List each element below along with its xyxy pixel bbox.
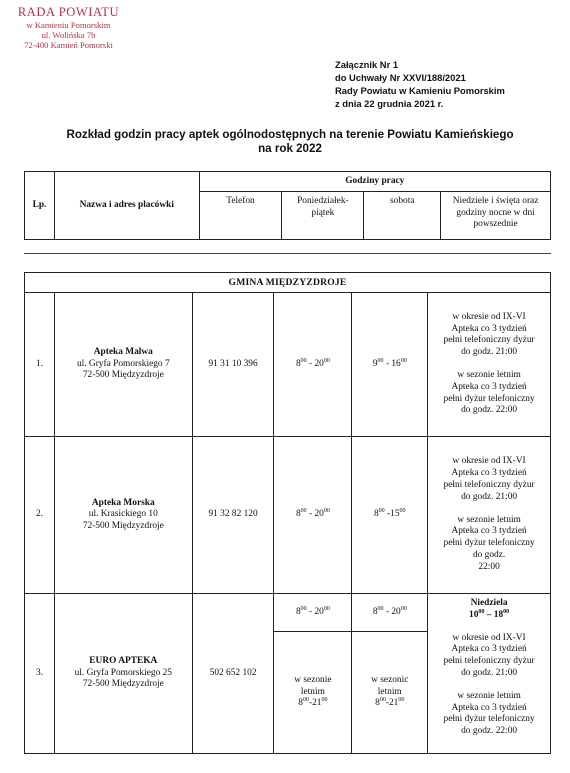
- minutes: 00: [323, 508, 330, 515]
- minutes: 00: [400, 605, 407, 612]
- note-line: w sezonie letnim: [457, 514, 521, 525]
- row-pharmacy: [54, 594, 192, 754]
- note-line: pełni telefoniczny dyżur: [443, 335, 535, 346]
- pharmacy-city: 72-500 Międzyzdroje: [82, 679, 164, 690]
- note-line: w sezonie letnim: [457, 370, 521, 380]
- hour: 15: [390, 509, 400, 520]
- minutes: 00: [379, 697, 386, 704]
- row-phone: 91 32 82 120: [192, 437, 274, 594]
- row-duty-notes: [428, 293, 551, 437]
- header-weekday-line: piątek: [311, 207, 335, 218]
- hour: 20: [314, 606, 324, 617]
- stamp-line: 72-400 Kamień Pomorski: [24, 40, 113, 51]
- hour: 20: [314, 358, 324, 369]
- stamp-line: w Kamieniu Pomorskim: [26, 19, 111, 30]
- row-season-saturday-hours: [352, 632, 428, 754]
- row-saturday-hours: $8^{00} - 20^{00}$: [352, 594, 428, 632]
- minutes: 00: [302, 697, 309, 704]
- annex-line: do Uchwały Nr XXVI/188/2021: [335, 72, 466, 83]
- minutes: 00: [300, 357, 307, 364]
- annex-line: Rady Powiatu w Kamieniu Pomorskim: [335, 85, 505, 96]
- minutes: 00: [399, 508, 406, 515]
- sunday-label: Niedziela: [470, 598, 508, 608]
- row-duty-notes: [428, 594, 551, 754]
- season-label: w sezonic: [371, 675, 409, 686]
- header-phone: Telefon: [199, 192, 282, 240]
- note-line: Apteka co 3 tydzień: [451, 702, 527, 713]
- row-pharmacy: [54, 293, 192, 437]
- hour: 8: [372, 606, 378, 617]
- note-line: do godz. 21:00: [461, 491, 518, 502]
- pharmacy-name: EURO APTEKA: [89, 656, 158, 667]
- hour: 21: [312, 698, 322, 709]
- note-line: Apteka co 3 tydzień: [451, 526, 527, 537]
- minutes: 00: [377, 605, 384, 612]
- note-line: do godz. 22:00: [461, 726, 518, 737]
- row-lp: 3.: [25, 594, 55, 754]
- row-pharmacy: [54, 437, 192, 594]
- title-line: Rozkład godzin pracy aptek ogólnodostępnych na terenie Powiatu Kamieńskiego: [66, 128, 514, 141]
- header-sunday-line: Niedziele i święta oraz: [452, 196, 539, 206]
- row-weekday-hours: $8^{00} - 20^{00}$: [274, 437, 352, 594]
- hour: 8: [298, 698, 303, 709]
- table-row: [25, 594, 551, 632]
- row-season-weekday-hours: [274, 632, 352, 754]
- note-line: pełni telefoniczny dyżur: [443, 480, 535, 490]
- annex-line: Załącznik Nr 1: [335, 59, 399, 70]
- note-line: pełni dyżur telefoniczny: [443, 393, 535, 404]
- note-line: pełni dyżur telefoniczny: [443, 714, 535, 725]
- minutes: 00: [300, 605, 307, 612]
- hour: 9: [372, 358, 378, 369]
- header-weekday-line: Poniedziałek-: [297, 196, 349, 206]
- hour: 8: [373, 509, 379, 520]
- pharmacy-city: 72-500 Międzyzdroje: [82, 370, 164, 381]
- hour: 8: [295, 606, 301, 617]
- hour: 8: [295, 509, 301, 520]
- season-hours: $8^{00}-21^{00}$: [298, 697, 328, 709]
- pharmacy-street: ul. Gryfa Pomorskiego 25: [74, 667, 172, 678]
- minutes: 00: [398, 697, 405, 704]
- header-sunday-line: godziny nocne w dni: [456, 207, 535, 218]
- note-line: pełni telefoniczny dyżur: [443, 656, 535, 667]
- note-line: pełni dyżur telefoniczny: [443, 538, 535, 549]
- minutes: 00: [323, 605, 330, 612]
- header-name: Nazwa i adres placówki: [54, 172, 199, 240]
- note-line: Apteka co 3 tydzień: [451, 323, 527, 334]
- note-line: w okresie od IX-VI: [452, 456, 526, 467]
- hour: 8: [375, 698, 380, 709]
- note-line: 22:00: [478, 561, 500, 572]
- note-line: w okresie od IX-VI: [452, 311, 526, 322]
- season-label: letnim: [300, 686, 325, 697]
- hour: 20: [314, 509, 324, 520]
- season-label: letnim: [377, 686, 402, 697]
- hour: 18: [493, 609, 504, 620]
- note-line: do godz. 21:00: [461, 667, 518, 678]
- note-line: Apteka co 3 tydzień: [451, 468, 527, 479]
- minutes: 00: [478, 608, 485, 615]
- annex-reference: [335, 58, 505, 110]
- minutes: 00: [378, 508, 385, 515]
- pharmacy-name: Apteka Malwa: [93, 347, 153, 358]
- minutes: 00: [377, 357, 384, 364]
- row-lp: 2.: [25, 437, 55, 594]
- table-row: [25, 437, 551, 594]
- table-row: [25, 293, 551, 437]
- row-phone: 502 652 102: [192, 594, 274, 754]
- note-line: w okresie od IX-VI: [452, 632, 526, 643]
- row-saturday-hours: $9^{00} - 16^{00}$: [352, 293, 428, 437]
- header-weekday: [282, 192, 364, 240]
- title-line: na rok 2022: [258, 142, 322, 155]
- stamp-line: ul. Wolińska 7b: [41, 29, 96, 40]
- header-sunday: [441, 192, 551, 240]
- minutes: 00: [503, 608, 510, 615]
- hour: 20: [391, 606, 401, 617]
- document-title: [30, 128, 550, 156]
- pharmacy-street: ul. Krasickiego 10: [88, 509, 158, 520]
- row-weekday-hours: $8^{00} - 20^{00}$: [274, 594, 352, 632]
- minutes: 00: [300, 508, 307, 515]
- row-lp: 1.: [25, 293, 55, 437]
- row-phone: 91 31 10 396: [192, 293, 274, 437]
- pharmacy-city: 72-500 Międzyzdroje: [82, 520, 164, 531]
- header-sunday-line: powszednie: [473, 219, 518, 229]
- note-line: Apteka co 3 tydzień: [451, 381, 527, 392]
- hour: 10: [469, 609, 479, 620]
- council-stamp: [6, 5, 131, 50]
- note-line: do godz. 22:00: [461, 405, 518, 416]
- divider: [24, 253, 551, 254]
- row-saturday-hours: $8^{00}$ $-15^{00}$: [352, 437, 428, 594]
- note-line: do godz.: [472, 549, 506, 560]
- hour: 8: [295, 358, 301, 369]
- pharmacy-street: ul. Gryfa Pomorskiego 7: [76, 358, 170, 369]
- season-hours: $8^{00}-21^{00}$: [375, 697, 405, 709]
- stamp-line: RADA POWIATU: [17, 5, 120, 19]
- header-lp: Lp.: [25, 172, 55, 240]
- minutes: 00: [400, 357, 407, 364]
- pharmacy-name: Apteka Morska: [91, 497, 155, 508]
- minutes: 00: [323, 357, 330, 364]
- header-hours-group: Godziny pracy: [199, 172, 550, 192]
- note-line: w sezonie letnim: [457, 690, 521, 701]
- minutes: 00: [321, 697, 328, 704]
- annex-line: z dnia 22 grudnia 2021 r.: [335, 98, 444, 109]
- gmina-heading: GMINA MIĘDZYZDROJE: [25, 273, 551, 293]
- season-label: w sezonie: [294, 675, 332, 686]
- row-weekday-hours: $8^{00} - 20^{00}$: [274, 293, 352, 437]
- sunday-hours: $10^{00} - 18^{00}$: [469, 608, 510, 620]
- note-line: Apteka co 3 tydzień: [451, 644, 527, 655]
- note-line: do godz. 21:00: [461, 347, 518, 358]
- header-saturday: sobota: [364, 192, 441, 240]
- hour: 16: [391, 358, 401, 369]
- schedule-header-table: [24, 171, 551, 240]
- pharmacy-table: [24, 272, 551, 754]
- hour: 21: [388, 698, 399, 709]
- row-duty-notes: [428, 437, 551, 594]
